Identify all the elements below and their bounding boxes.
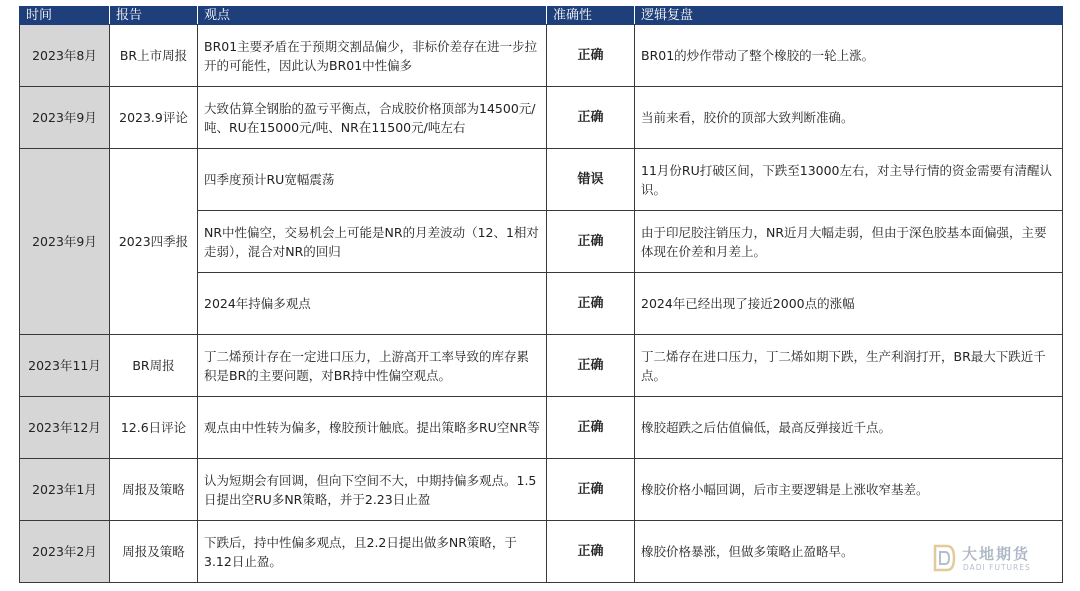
review-cell: 11月份RU打破区间，下跌至13000左右，对主导行情的资金需要有清醒认识。: [635, 149, 1063, 211]
view-cell: NR中性偏空，交易机会上可能是NR的月差波动（12、1相对走弱），混合对NR的回归: [198, 211, 547, 273]
header-review: 逻辑复盘: [635, 7, 1063, 25]
view-cell: 四季度预计RU宽幅震荡: [198, 149, 547, 211]
header-row: [20, 7, 1063, 25]
report-cell: 周报及策略: [110, 521, 198, 583]
time-cell: 2023年8月: [20, 25, 110, 87]
logo-name-cn: 大地期货: [962, 545, 1031, 563]
review-cell: 橡胶超跌之后估值偏低，最高反弹接近千点。: [635, 397, 1063, 459]
dadi-futures-watermark-logo: [932, 542, 1052, 576]
accuracy-cell: 正确: [547, 335, 635, 397]
table-row: [20, 149, 1063, 211]
time-cell: 2023年2月: [20, 521, 110, 583]
time-cell: 2023年9月: [20, 149, 110, 335]
header-accuracy: 准确性: [547, 7, 635, 25]
view-cell: 认为短期会有回调，但向下空间不大，中期持偏多观点。1.5日提出空RU多NR策略，并于2.23日止盈: [198, 459, 547, 521]
accuracy-cell: 正确: [547, 459, 635, 521]
time-cell: 2023年9月: [20, 87, 110, 149]
review-cell: BR01的炒作带动了整个橡胶的一轮上涨。: [635, 25, 1063, 87]
header-view: 观点: [198, 7, 547, 25]
review-cell: 橡胶价格小幅回调，后市主要逻辑是上涨收窄基差。: [635, 459, 1063, 521]
header-time: 时间: [20, 7, 110, 25]
report-cell: BR上市周报: [110, 25, 198, 87]
accuracy-cell: 正确: [547, 87, 635, 149]
review-table: [19, 6, 1063, 583]
review-cell: 橡胶价格暴涨，但做多策略止盈略早。: [635, 521, 1063, 583]
time-cell: 2023年1月: [20, 459, 110, 521]
view-cell: 丁二烯预计存在一定进口压力，上游高开工率导致的库存累积是BR的主要问题，对BR持中性偏空观点。: [198, 335, 547, 397]
view-cell: 2024年持偏多观点: [198, 273, 547, 335]
report-cell: 2023四季报: [110, 149, 198, 335]
dadi-logo-mark-icon: [932, 544, 956, 572]
accuracy-cell: 正确: [547, 25, 635, 87]
table-row: [20, 335, 1063, 397]
table-row: [20, 459, 1063, 521]
view-cell: 大致估算全钢胎的盈亏平衡点，合成胶价格顶部为14500元/吨、RU在15000元/吨、NR在11500元/吨左右: [198, 87, 547, 149]
table-row: [20, 87, 1063, 149]
accuracy-cell: 错误: [547, 149, 635, 211]
accuracy-cell: 正确: [547, 273, 635, 335]
view-cell: 下跌后，持中性偏多观点，且2.2日提出做多NR策略，于3.12日止盈。: [198, 521, 547, 583]
table-row: [20, 521, 1063, 583]
logo-name-en: DADI FUTURES: [963, 563, 1031, 572]
header-report: 报告: [110, 7, 198, 25]
report-cell: 12.6日评论: [110, 397, 198, 459]
review-cell: 2024年已经出现了接近2000点的涨幅: [635, 273, 1063, 335]
review-cell: 丁二烯存在进口压力，丁二烯如期下跌，生产利润打开，BR最大下跌近千点。: [635, 335, 1063, 397]
view-cell: BR01主要矛盾在于预期交割品偏少，非标价差存在进一步拉开的可能性，因此认为BR01中性偏多: [198, 25, 547, 87]
review-cell: 由于印尼胶注销压力，NR近月大幅走弱，但由于深色胶基本面偏强，主要体现在价差和月差上。: [635, 211, 1063, 273]
table-row: [20, 25, 1063, 87]
review-cell: 当前来看，胶价的顶部大致判断准确。: [635, 87, 1063, 149]
report-cell: BR周报: [110, 335, 198, 397]
report-cell: 2023.9评论: [110, 87, 198, 149]
accuracy-cell: 正确: [547, 397, 635, 459]
time-cell: 2023年11月: [20, 335, 110, 397]
report-cell: 周报及策略: [110, 459, 198, 521]
table-row: [20, 397, 1063, 459]
view-cell: 观点由中性转为偏多，橡胶预计触底。提出策略多RU空NR等: [198, 397, 547, 459]
time-cell: 2023年12月: [20, 397, 110, 459]
accuracy-cell: 正确: [547, 211, 635, 273]
accuracy-cell: 正确: [547, 521, 635, 583]
